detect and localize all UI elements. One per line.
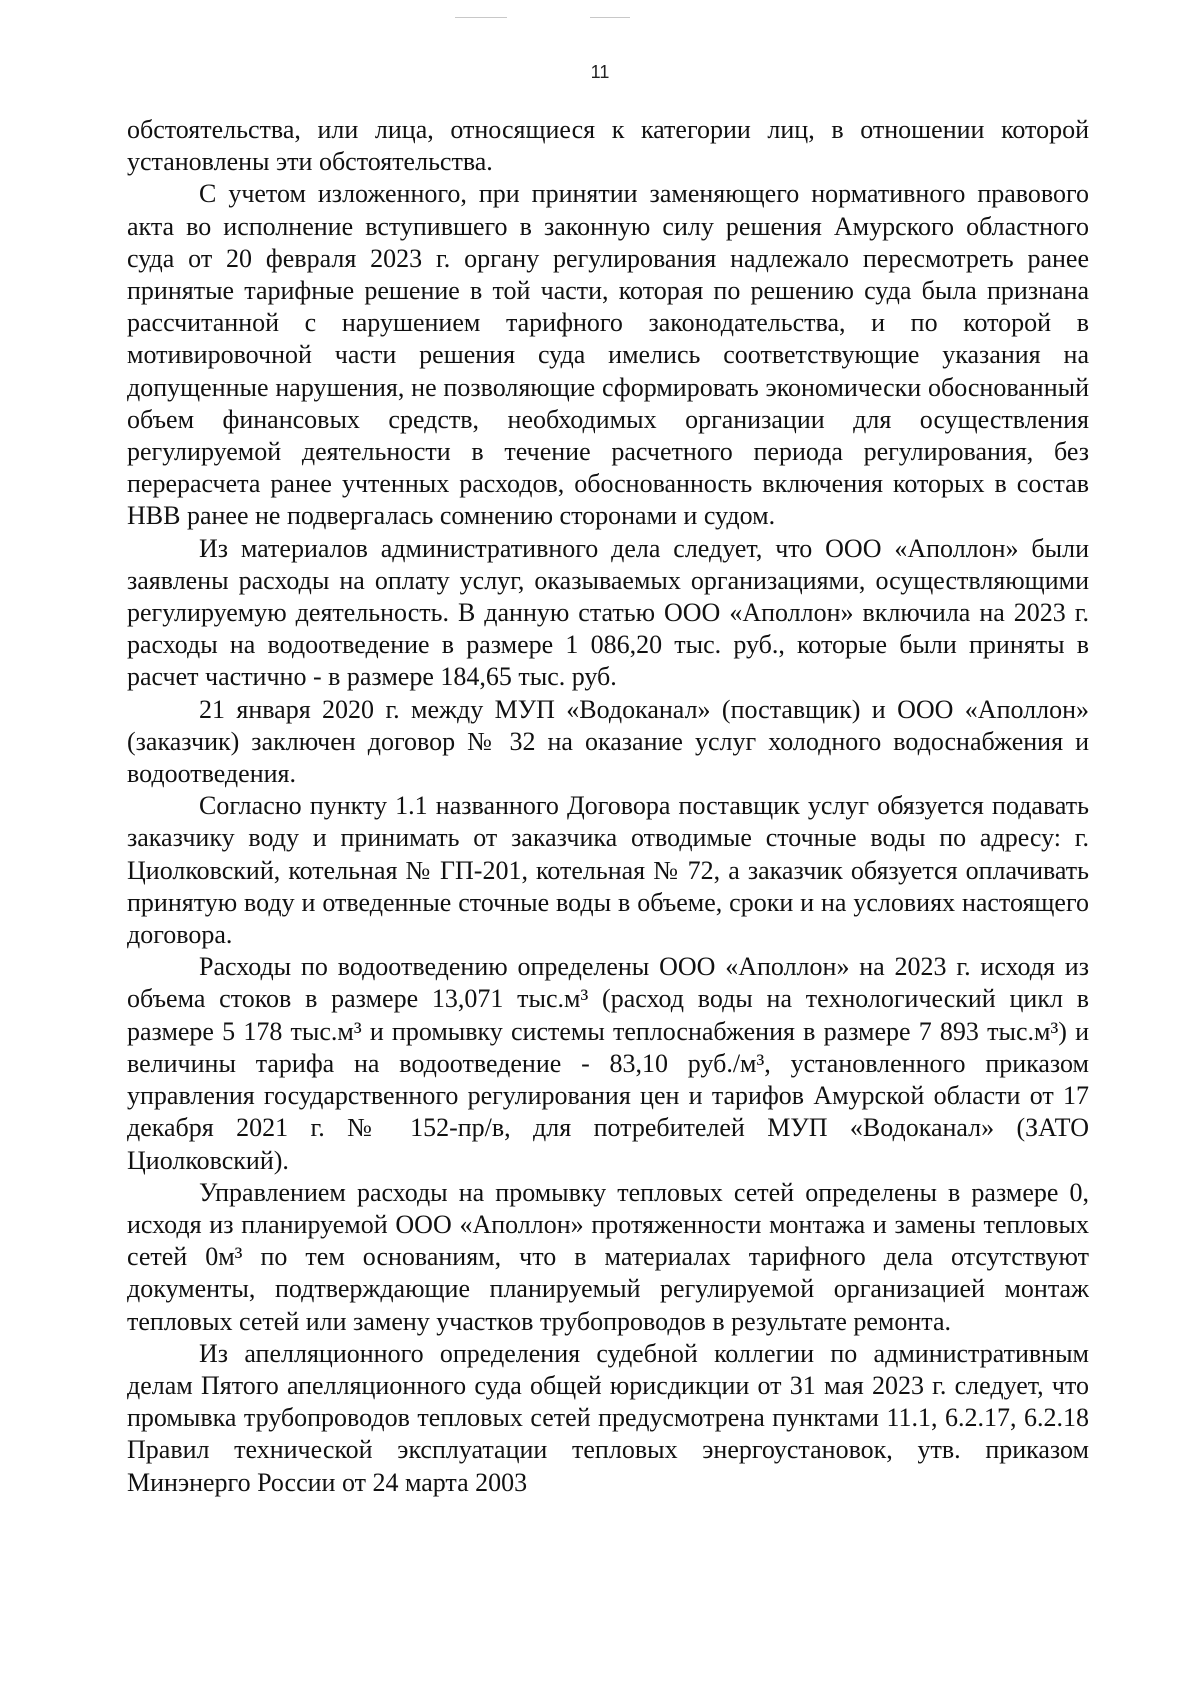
paragraph: Из апелляционного определения судебной коллегии по административным делам Пятого апелляционного суда общей юрисдикции от 31 мая 2023 г. следует, что промывка трубопроводов тепловых сетей предусмотрена пунктами 11.1, 6.2.17, 6.2.18 Правил технической эксплуатации тепловых энергоустановок, утв. приказом Минэнерго России от 24 марта 2003 bbox=[127, 1338, 1089, 1497]
paragraph: Согласно пункту 1.1 названного Договора поставщик услуг обязуется подавать заказчику воду и принимать от заказчика отводимые сточные воды по адресу: г. Циолковский, котельная № ГП-201, котельная № 72, а заказчик обязуется оплачивать принятую воду и отведенные сточные воды в объеме, сроки и на условиях настоящего договора. bbox=[127, 791, 1089, 950]
paragraph: обстоятельства, или лица, относящиеся к категории лиц, в отношении которой установлены эти обстоятельства. bbox=[127, 115, 1089, 177]
paragraph: С учетом изложенного, при принятии заменяющего нормативного правового акта во исполнение вступившего в законную силу решения Амурского областного суда от 20 февраля 2023 г. органу регулирования надлежало пересмотреть ранее принятые тарифные решение в той части, которая по решению суда была признана рассчитанной с нарушением тарифного законодательства, и по которой в мотивировочной части решения суда имелись соответствующие указания на допущенные нарушения, не позволяющие сформировать экономически обоснованный объем финансовых средств, необходимых организации для осуществления регулируемой деятельности в течение расчетного периода регулирования, без перерасчета ранее учтенных расходов, обоснованность включения которых в состав НВВ ранее не подвергалась сомнению сторонами и судом. bbox=[127, 179, 1089, 531]
paragraph: Из материалов административного дела следует, что ООО «Аполлон» были заявлены расходы на оплату услуг, оказываемых организациями, осуществляющими регулируемую деятельность. В данную статью ООО «Аполлон» включила на 2023 г. расходы на водоотведение в размере 1 086,20 тыс. руб., которые были приняты в расчет частично - в размере 184,65 тыс. руб. bbox=[127, 533, 1089, 692]
scan-artifact bbox=[590, 17, 630, 18]
document-body bbox=[127, 114, 1089, 1499]
paragraph: 21 января 2020 г. между МУП «Водоканал» (поставщик) и ООО «Аполлон» (заказчик) заключен договор № 32 на оказание услуг холодного водоснабжения и водоотведения. bbox=[127, 694, 1089, 789]
page-number: 11 bbox=[590, 62, 610, 82]
paragraph: Расходы по водоотведению определены ООО «Аполлон» на 2023 г. исходя из объема стоков в размере 13,071 тыс.м³ (расход воды на технологический цикл в размере 5 178 тыс.м³ и промывку системы теплоснабжения в размере 7 893 тыс.м³) и величины тарифа на водоотведение - 83,10 руб./м³, установленного приказом управления государственного регулирования цен и тарифов Амурской области от 17 декабря 2021 г. № 152-пр/в, для потребителей МУП «Водоканал» (ЗАТО Циолковский). bbox=[127, 952, 1089, 1175]
paragraph: Управлением расходы на промывку тепловых сетей определены в размере 0, исходя из планируемой ООО «Аполлон» протяженности монтажа и замены тепловых сетей 0м³ по тем основаниям, что в материалах тарифного дела отсутствуют документы, подтверждающие планируемый регулируемой организацией монтаж тепловых сетей или замену участков трубопроводов в результате ремонта. bbox=[127, 1177, 1089, 1336]
scan-artifact bbox=[455, 17, 507, 18]
